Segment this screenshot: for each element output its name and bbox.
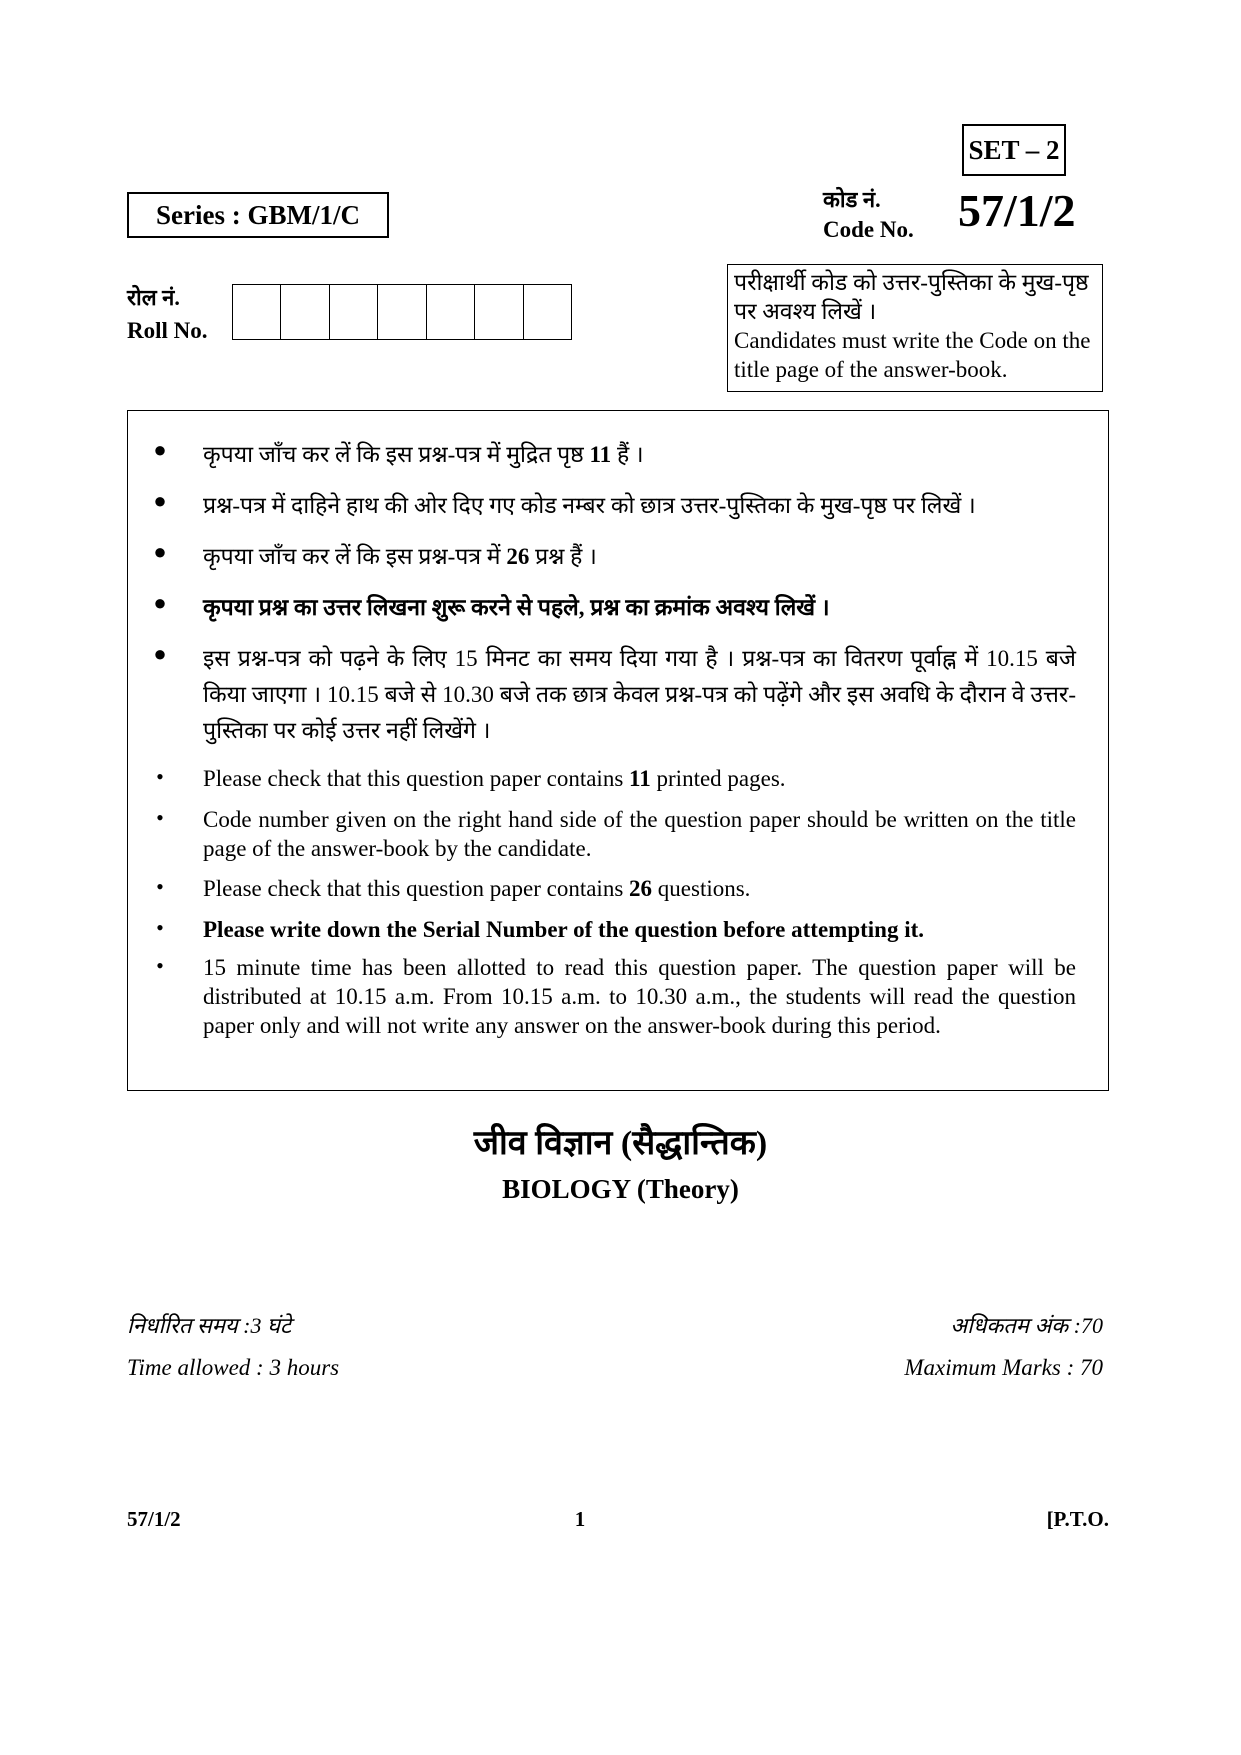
instruction-english: • Please check that this question paper contains 26 questions. (140, 874, 1080, 903)
bullet-icon: • (156, 915, 164, 940)
code-label: Code No. (823, 217, 914, 242)
roll-label-hindi: रोल नं. (127, 285, 180, 310)
instruction-english: • Code number given on the right hand side of the question paper should be written on the title page of the answer-book by the candidate. (140, 805, 1080, 863)
footer-code: 57/1/2 (127, 1507, 181, 1531)
code-number: 57/1/2 (958, 185, 1076, 236)
bullet-icon: ● (153, 641, 167, 666)
time-allowed-hindi: निर्धारित समय :3 घंटे (127, 1313, 292, 1338)
instruction-hindi: ● प्रश्न-पत्र में दाहिने हाथ की ओर दिए गए कोड नम्बर को छात्र उत्तर-पुस्तिका के मुख-पृष्ठ पर लिखें । (140, 488, 1080, 524)
maximum-marks-hindi: अधिकतम अंक :70 (950, 1313, 1103, 1338)
set-label: SET – 2 (962, 124, 1066, 176)
please-turn-over: [P.T.O. (1046, 1507, 1109, 1531)
roll-digit-box[interactable] (475, 285, 523, 339)
subject-title: BIOLOGY (Theory) (502, 1174, 739, 1204)
bullet-icon: ● (153, 437, 167, 462)
bullet-icon: • (156, 805, 164, 830)
roll-digit-box[interactable] (330, 285, 378, 339)
roll-digit-box[interactable] (378, 285, 426, 339)
page-number: 1 (574, 1507, 586, 1531)
time-allowed: Time allowed : 3 hours (127, 1355, 340, 1380)
candidate-note-box (727, 264, 1103, 392)
code-label-hindi: कोड नं. (823, 187, 881, 212)
instruction-english: • Please check that this question paper contains 11 printed pages. (140, 764, 1080, 793)
instruction-hindi: ● कृपया प्रश्न का उत्तर लिखना शुरू करने से पहले, प्रश्न का क्रमांक अवश्य लिखें । (140, 590, 1080, 626)
roll-label: Roll No. (127, 318, 208, 343)
bullet-icon: • (156, 874, 164, 899)
roll-number-boxes[interactable] (232, 284, 572, 340)
roll-digit-box[interactable] (281, 285, 329, 339)
instruction-hindi: ● कृपया जाँच कर लें कि इस प्रश्न-पत्र में 26 प्रश्न हैं । (140, 539, 1080, 575)
instruction-english: • 15 minute time has been allotted to read this question paper. The question paper will be distributed at 10.15 a.m. From 10.15 a.m. to 10.30 a.m., the students will read the question paper only and will not write any answer on the answer-book during this period. (140, 953, 1080, 1040)
roll-digit-box[interactable] (427, 285, 475, 339)
instruction-hindi: ● इस प्रश्न-पत्र को पढ़ने के लिए 15 मिनट का समय दिया गया है । प्रश्न-पत्र का वितरण पूर्वाह्न में 10.15 बजे किया जाएगा । 10.15 बजे से 10.30 बजे तक छात्र केवल प्रश्न-पत्र को पढ़ेंगे और इस अवधि के दौरान वे उत्तर-पुस्तिका पर कोई उत्तर नहीं लिखेंगे । (140, 641, 1080, 749)
subject-title-hindi: जीव विज्ञान (सैद्धान्तिक) (473, 1125, 768, 1162)
bullet-icon: • (156, 764, 164, 789)
bullet-icon: ● (153, 539, 167, 564)
instruction-english: • Please write down the Serial Number of the question before attempting it. (140, 915, 1080, 944)
bullet-icon: • (156, 953, 164, 978)
candidate-note-english: Candidates must write the Code on the title page of the answer-book. (734, 328, 1091, 382)
bullet-icon: ● (153, 590, 167, 615)
roll-digit-box[interactable] (524, 285, 571, 339)
maximum-marks: Maximum Marks : 70 (904, 1355, 1103, 1380)
instruction-hindi: ● कृपया जाँच कर लें कि इस प्रश्न-पत्र में मुद्रित पृष्ठ 11 हैं । (140, 437, 1080, 473)
bullet-icon: ● (153, 488, 167, 513)
series-label: Series : GBM/1/C (127, 192, 389, 238)
candidate-note-hindi: परीक्षार्थी कोड को उत्तर-पुस्तिका के मुख-पृष्ठ पर अवश्य लिखें । (734, 270, 1089, 324)
roll-digit-box[interactable] (233, 285, 281, 339)
